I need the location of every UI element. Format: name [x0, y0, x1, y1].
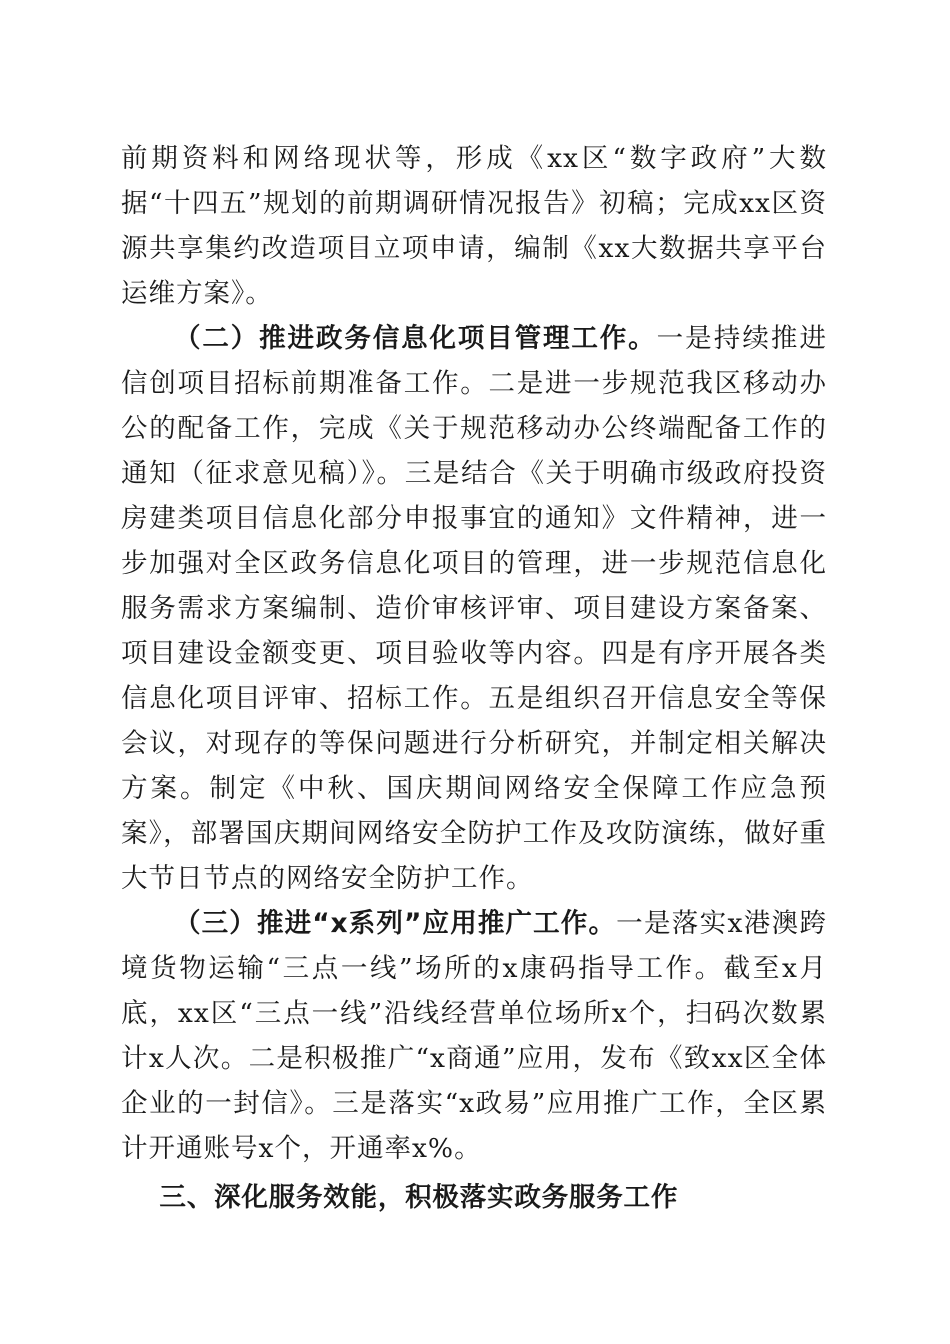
- section-heading: 三、深化服务效能，积极落实政务服务工作: [159, 1182, 679, 1213]
- paragraph-lead: （二）推进政务信息化项目管理工作。: [174, 323, 657, 354]
- paragraph-lead: （三）推进“x系列”应用推广工作。: [174, 908, 617, 939]
- paragraph-text: 前期资料和网络现状等，形成《xx区“数字政府”大数据“十四五”规划的前期调研情况报告》初稿；完成xx区资源共享集约改造项目立项申请，编制《xx大数据共享平台运维方案》。: [121, 143, 827, 309]
- paragraph-informatization-project: [121, 316, 827, 901]
- paragraph-text: 一是持续推进信创项目招标前期准备工作。二是进一步规范我区移动办公的配备工作，完成《关于规范移动办公终端配备工作的通知（征求意见稿）》。三是结合《关于明确市级政府投资房建类项目信息化部分申报事宜的通知》文件精神，进一步加强对全区政务信息化项目的管理，进一步规范信息化服务需求方案编制、造价审核评审、项目建设方案备案、项目建设金额变更、项目验收等内容。四是有序开展各类信息化项目评审、招标工作。五是组织召开信息安全等保会议，对现存的等保问题进行分析研究，并制定相关解决方案。制定《中秋、国庆期间网络安全保障工作应急预案》，部署国庆期间网络安全防护工作及攻防演练，做好重大节日节点的网络安全防护工作。: [121, 323, 827, 894]
- paragraph-text: 一是落实x港澳跨境货物运输“三点一线”场所的x康码指导工作。截至x月底，xx区“三点一线”沿线经营单位场所x个，扫码次数累计x人次。二是积极推广“x商通”应用，发布《致xx区全体企业的一封信》。三是落实“x政易”应用推广工作，全区累计开通账号x个，开通率x%。: [121, 908, 827, 1164]
- paragraph-continuation: [121, 136, 827, 316]
- paragraph-app-promotion: [121, 901, 827, 1171]
- document-body: [121, 136, 827, 1220]
